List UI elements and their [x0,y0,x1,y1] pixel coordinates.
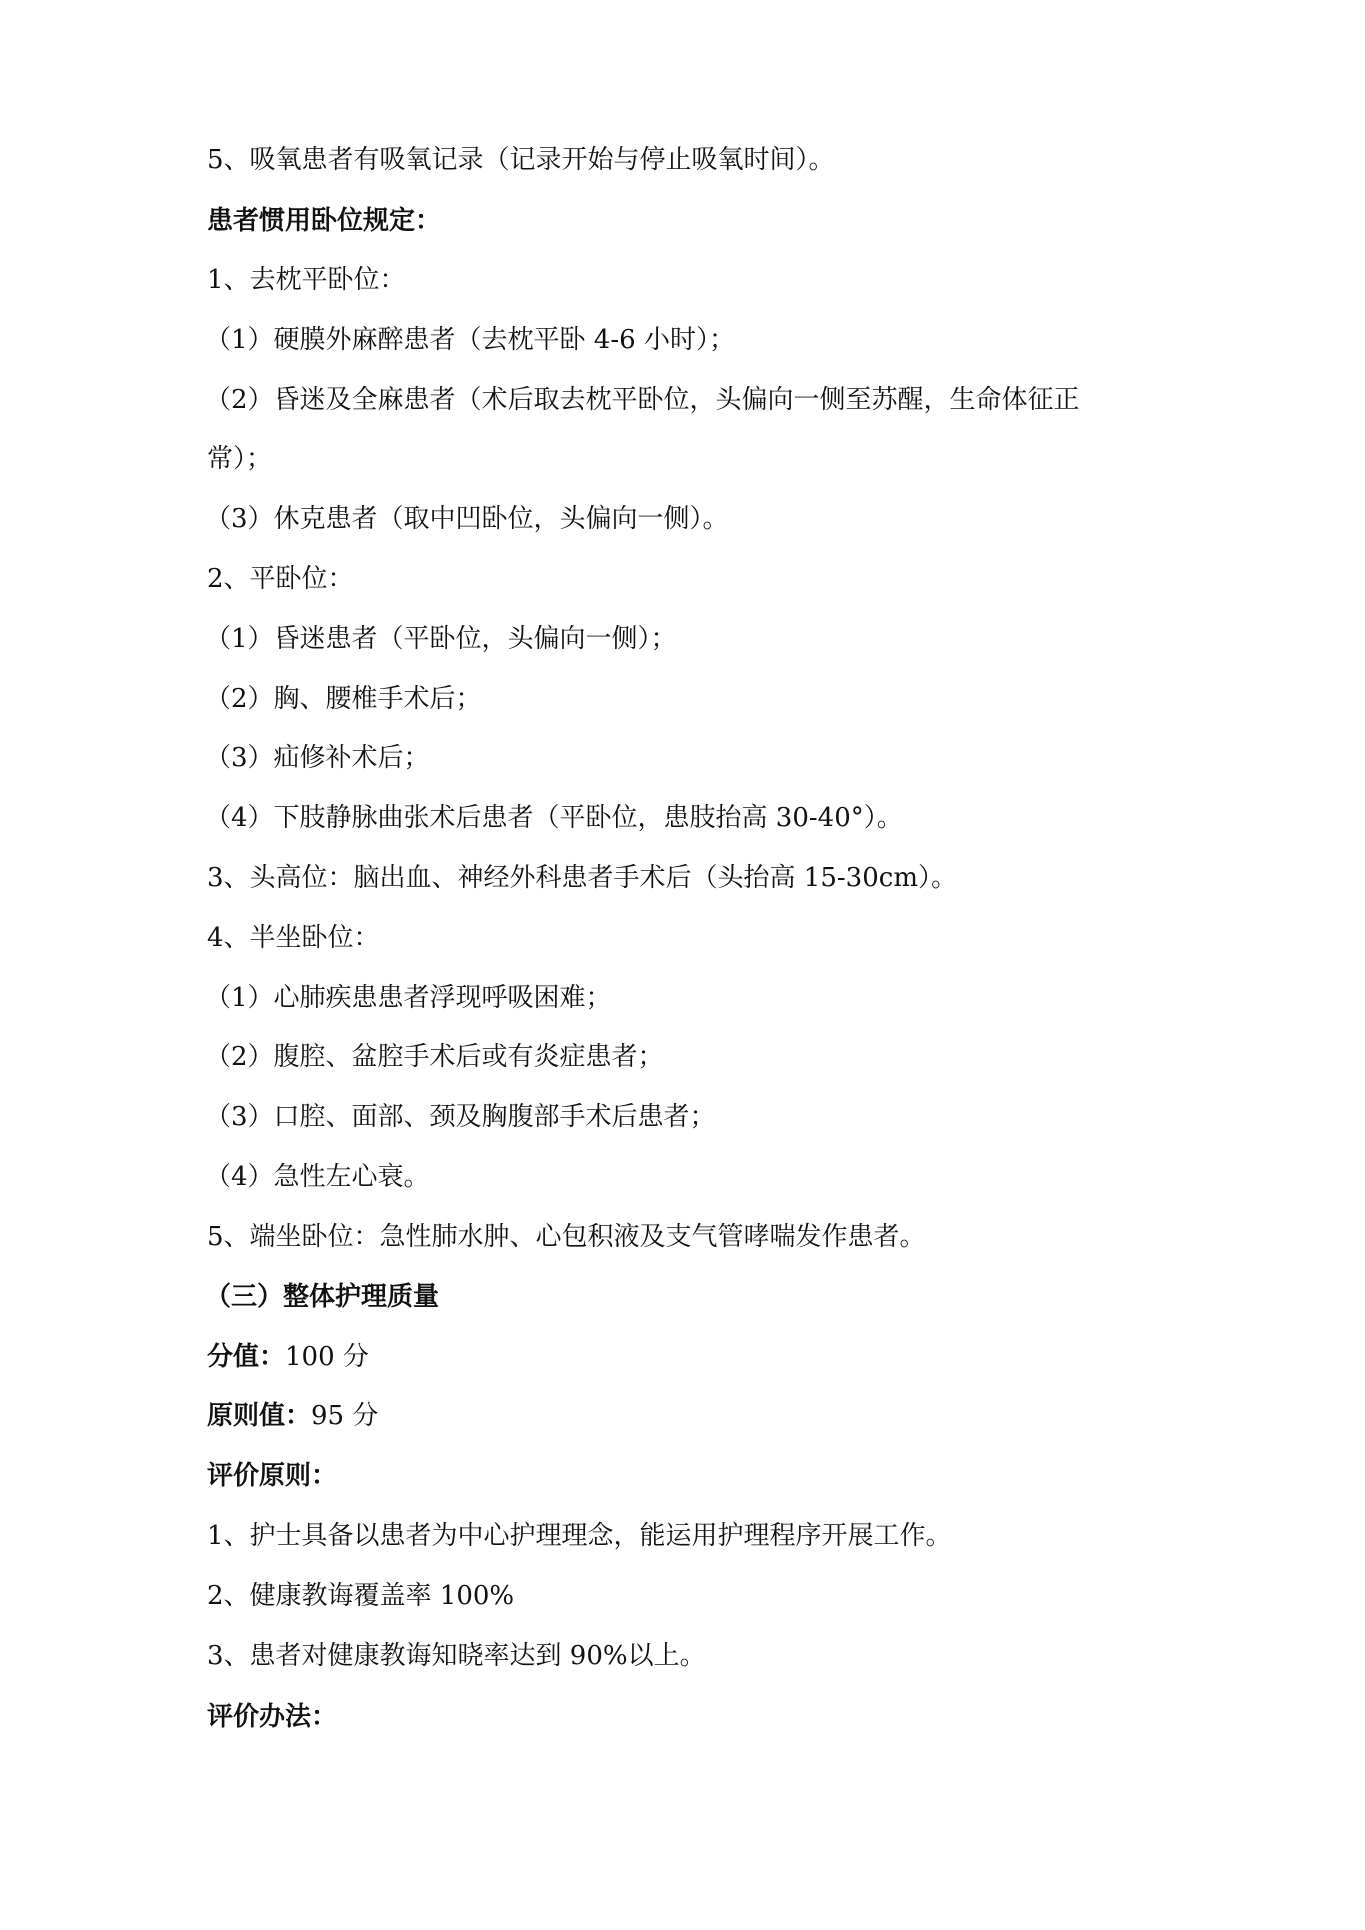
list-item: 1、去枕平卧位： [207,265,406,295]
standard-value-label: 原则值： [207,1401,312,1431]
list-item: （3）休克患者（取中凹卧位，头偏向一侧）。 [205,504,729,534]
list-item: （1）硬膜外麻醉患者（去枕平卧 4-6 小时）； [205,325,735,355]
standard-value-line [207,1401,378,1431]
list-item: （1）昏迷患者（平卧位，头偏向一侧）； [205,624,677,654]
list-item: （4）急性左心衰。 [205,1162,430,1192]
standard-value: 95 分 [311,1401,379,1431]
list-item: （1）心肺疾患患者浮现呼吸困难； [205,983,612,1013]
list-item: 5、端坐卧位：急性肺水肿、心包积液及支气管哮喘发作患者。 [207,1222,926,1252]
score-value: 100 分 [285,1342,369,1372]
list-item: 2、健康教诲覆盖率 100% [207,1581,515,1611]
list-item: （2）腹腔、盆腔手术后或有炎症患者； [205,1042,664,1072]
score-line [207,1342,369,1372]
list-item: 1、护士具备以患者为中心护理理念，能运用护理程序开展工作。 [207,1521,952,1551]
list-item: 3、患者对健康教诲知晓率达到 90%以上。 [207,1641,706,1671]
section-heading-evaluation-principles: 评价原则： [207,1461,338,1491]
list-item-continuation: 常）； [207,444,273,474]
section-heading-positions: 患者惯用卧位规定： [207,206,442,236]
list-item: 4、半坐卧位： [207,923,380,953]
section-heading-evaluation-methods: 评价办法： [207,1702,338,1732]
list-item: （2）昏迷及全麻患者（术后取去枕平卧位，头偏向一侧至苏醒，生命体征正 [205,385,1080,415]
list-item: 2、平卧位： [207,564,354,594]
list-item: （3）疝修补术后； [205,743,430,773]
oxygen-record-item: 5、吸氧患者有吸氧记录（记录开始与停止吸氧时间）。 [207,145,835,175]
list-item: 3、头高位：脑出血、神经外科患者手术后（头抬高 15-30cm）。 [207,863,957,893]
section-heading-overall-quality: （三）整体护理质量 [205,1282,440,1312]
list-item: （4）下肢静脉曲张术后患者（平卧位，患肢抬高 30-40°）。 [205,803,903,833]
score-label: 分值： [207,1342,286,1372]
list-item: （2）胸、腰椎手术后； [205,684,482,714]
list-item: （3）口腔、面部、颈及胸腹部手术后患者； [205,1102,716,1132]
